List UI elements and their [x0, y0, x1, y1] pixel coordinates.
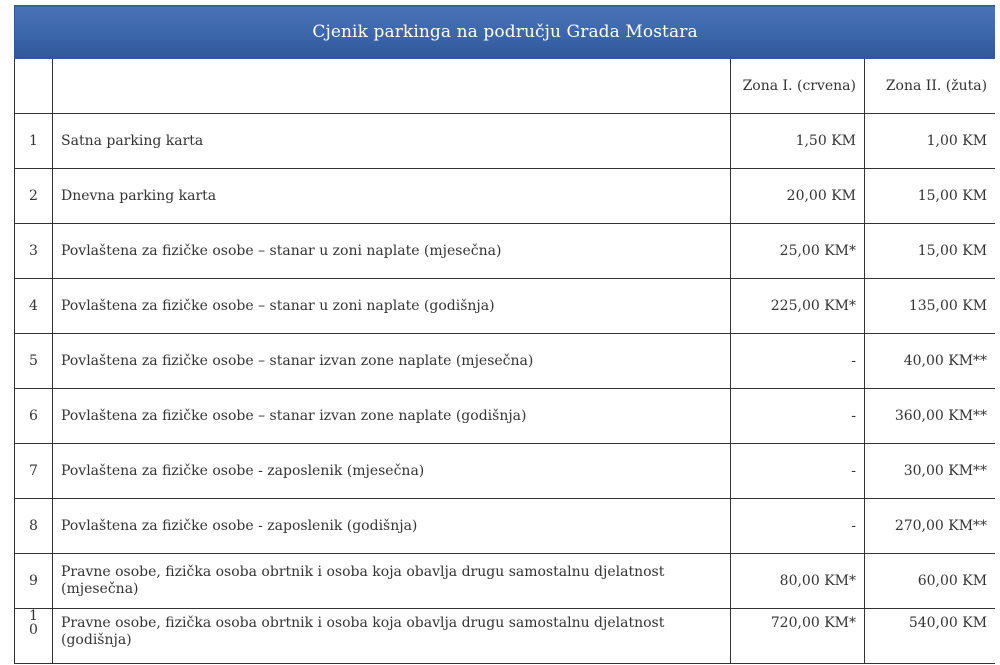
- row-zone2-price: 540,00 KM: [865, 609, 996, 664]
- row-zone1-price: -: [731, 444, 865, 499]
- row-zone1-price: 1,50 KM: [731, 114, 865, 169]
- row-zone1-price: -: [731, 499, 865, 554]
- row-description: Pravne osobe, fizička osoba obrtnik i osoba koja obavlja drugu samostalnu djelatnost (mjesečna): [53, 554, 731, 609]
- row-number: 8: [15, 499, 53, 554]
- row-description: Povlaštena za fizičke osobe - zaposlenik (mjesečna): [53, 444, 731, 499]
- table-row: [15, 114, 996, 169]
- row-description: Pravne osobe, fizička osoba obrtnik i osoba koja obavlja drugu samostalnu djelatnost (godišnja): [53, 609, 731, 664]
- table-row: [15, 444, 996, 499]
- row-zone2-price: 60,00 KM: [865, 554, 996, 609]
- row-zone2-price: 360,00 KM**: [865, 389, 996, 444]
- table-row: [15, 279, 996, 334]
- price-table-container: [14, 5, 995, 665]
- row-description: Povlaštena za fizičke osobe - zaposlenik (godišnja): [53, 499, 731, 554]
- row-number: 2: [15, 169, 53, 224]
- row-number: 9: [15, 554, 53, 609]
- title-row: [15, 6, 996, 59]
- table-row: [15, 554, 996, 609]
- row-zone2-price: 1,00 KM: [865, 114, 996, 169]
- row-description: Povlaštena za fizičke osobe – stanar izvan zone naplate (godišnja): [53, 389, 731, 444]
- table-title: Cjenik parkinga na području Grada Mostara: [15, 6, 996, 59]
- row-number: 1: [15, 114, 53, 169]
- row-number-part: 1: [29, 608, 38, 624]
- row-zone1-price: -: [731, 334, 865, 389]
- table-row: [15, 224, 996, 279]
- row-zone2-price: 40,00 KM**: [865, 334, 996, 389]
- row-description: Povlaštena za fizičke osobe – stanar u zoni naplate (godišnja): [53, 279, 731, 334]
- header-desc-cell: [53, 59, 731, 114]
- row-zone1-price: 720,00 KM*: [731, 609, 865, 664]
- row-description: Povlaštena za fizičke osobe – stanar izvan zone naplate (mjesečna): [53, 334, 731, 389]
- header-num-cell: [15, 59, 53, 114]
- table-row: [15, 169, 996, 224]
- row-zone2-price: 30,00 KM**: [865, 444, 996, 499]
- row-number: 4: [15, 279, 53, 334]
- row-number: [15, 609, 53, 664]
- row-zone1-price: 225,00 KM*: [731, 279, 865, 334]
- row-zone1-price: -: [731, 389, 865, 444]
- row-number: 6: [15, 389, 53, 444]
- row-number: 5: [15, 334, 53, 389]
- row-number-part: 0: [29, 622, 38, 638]
- table-row: [15, 389, 996, 444]
- row-description: Povlaštena za fizičke osobe – stanar u zoni naplate (mjesečna): [53, 224, 731, 279]
- header-zone1: Zona I. (crvena): [731, 59, 865, 114]
- header-row: [15, 59, 996, 114]
- row-zone2-price: 15,00 KM: [865, 224, 996, 279]
- row-zone1-price: 20,00 KM: [731, 169, 865, 224]
- row-zone1-price: 80,00 KM*: [731, 554, 865, 609]
- row-zone2-price: 270,00 KM**: [865, 499, 996, 554]
- row-zone2-price: 15,00 KM: [865, 169, 996, 224]
- table-row: [15, 499, 996, 554]
- row-number: 7: [15, 444, 53, 499]
- row-number: 3: [15, 224, 53, 279]
- parking-price-table: [14, 5, 995, 664]
- row-description: Dnevna parking karta: [53, 169, 731, 224]
- row-zone2-price: 135,00 KM: [865, 279, 996, 334]
- table-row: [15, 609, 996, 664]
- header-zone2: Zona II. (žuta): [865, 59, 996, 114]
- row-zone1-price: 25,00 KM*: [731, 224, 865, 279]
- row-description: Satna parking karta: [53, 114, 731, 169]
- table-row: [15, 334, 996, 389]
